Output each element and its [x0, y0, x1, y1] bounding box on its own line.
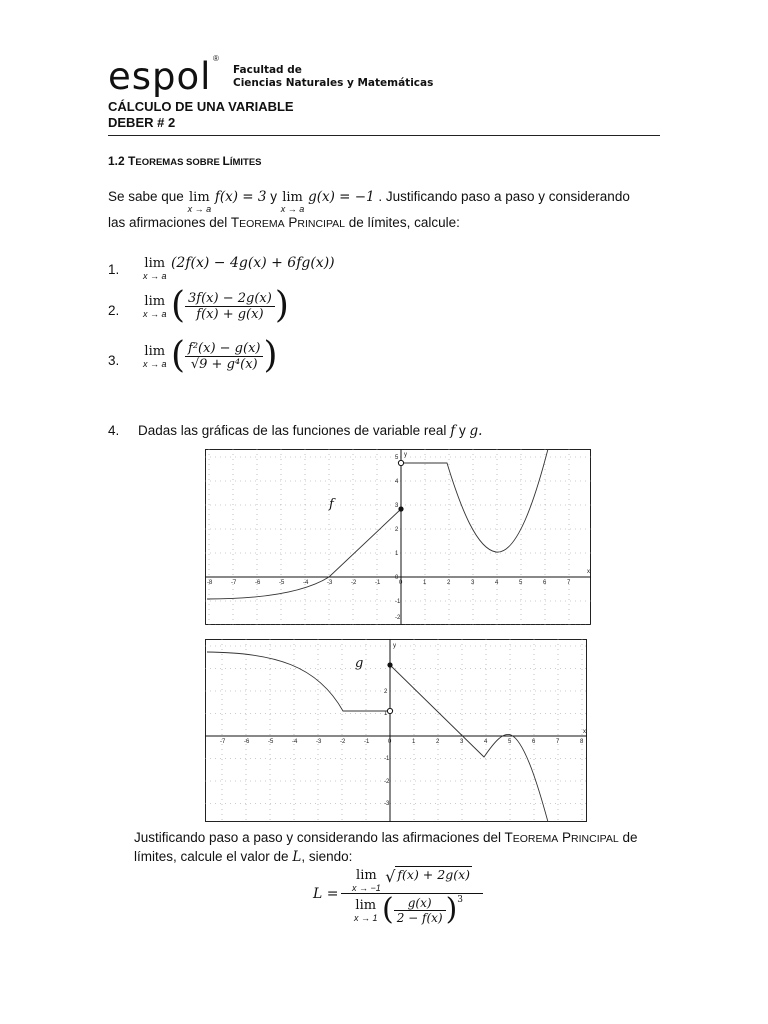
header-rule — [108, 135, 660, 136]
problem-4-g: g. — [469, 423, 483, 439]
gg-y-tick: -3 — [384, 801, 390, 807]
graph-f-open-point — [398, 460, 403, 465]
gf-x-tick: -5 — [279, 580, 285, 586]
problem-4-f: f — [450, 423, 456, 439]
graph-g-open-point — [387, 708, 392, 713]
graph-f — [205, 449, 591, 625]
graph-f-x-axis-label: x — [587, 569, 590, 575]
gf-y-tick: 3 — [395, 503, 399, 509]
exercise-2 — [143, 285, 289, 326]
espol-logo: espol — [108, 55, 212, 98]
section-title-t: T — [128, 154, 136, 168]
course-header — [108, 99, 294, 131]
gf-y-tick: 2 — [395, 527, 399, 533]
formula-top-lim: lim x → −1 — [351, 868, 381, 893]
graph-g — [205, 639, 587, 822]
gg-x-tick: -2 — [340, 739, 346, 745]
gf-y-tick: 4 — [395, 479, 399, 485]
gf-x-tick: 4 — [495, 580, 499, 586]
final-teorema-rest: EOREMA — [512, 833, 559, 845]
exercise-2-rparen: ) — [274, 285, 289, 326]
formula-rparen: ) — [445, 892, 458, 927]
graph-f-y-axis-label: y — [404, 452, 407, 458]
graph-g-closed-point — [387, 662, 392, 667]
exercise-3 — [143, 335, 278, 376]
intro-part2: . Justificando paso a paso y considerando — [378, 189, 630, 204]
exercise-3-rparen: ) — [263, 335, 278, 376]
final-L: L — [292, 849, 302, 865]
teorema-rest: EOREMA — [239, 218, 285, 230]
formula-power: 3 — [457, 895, 464, 905]
gg-x-tick: 2 — [436, 739, 440, 745]
exercise-3-lparen: ( — [170, 335, 186, 376]
intro-part1: Se sabe que — [108, 189, 184, 204]
gf-x-tick: -3 — [327, 580, 333, 586]
exercise-3-lim: lim x → a — [143, 344, 167, 369]
sqrt-icon: √ — [385, 867, 396, 886]
gf-x-tick: 5 — [519, 580, 523, 586]
gg-y-tick: -2 — [384, 779, 390, 785]
problem-4-y: y — [458, 423, 466, 438]
gg-x-tick: -6 — [244, 739, 250, 745]
formula-denominator — [354, 892, 464, 927]
principal-rest: RINCIPAL — [297, 218, 346, 230]
gf-x-tick: -1 — [375, 580, 381, 586]
gf-x-tick: -8 — [207, 580, 213, 586]
gf-y-tick: -2 — [395, 615, 401, 621]
section-number: 1.2 — [108, 154, 125, 168]
exercise-1-expr: (2f(x) − 4g(x) + 6fg(x)) — [170, 255, 335, 271]
problem-4-text — [138, 423, 482, 439]
gg-x-tick: 0 — [388, 739, 392, 745]
registered-mark: ® — [213, 54, 219, 63]
formula-numerator — [341, 867, 483, 893]
faculty-name — [233, 64, 433, 90]
section-title-l: L — [222, 154, 230, 168]
limit-f: lim x → a — [187, 190, 212, 214]
course-title: CÁLCULO DE UNA VARIABLE — [108, 99, 294, 114]
exercise-2-number: 2. — [108, 303, 120, 318]
gg-y-tick: -1 — [384, 756, 390, 762]
fx-equals: f(x) = 3 — [214, 189, 267, 205]
gf-x-tick: -7 — [231, 580, 237, 586]
intro-line2-b: de límites, calcule: — [348, 215, 460, 230]
formula-top-expr: f(x) + 2g(x) — [397, 867, 471, 882]
graph-g-y-axis-label: y — [393, 643, 396, 649]
intro-line2-a: las afirmaciones del — [108, 215, 228, 230]
final-line-1 — [134, 830, 637, 845]
gg-x-tick: 1 — [412, 739, 416, 745]
final-line1-a: Justificando paso a paso y considerando las afirmaciones del — [134, 830, 501, 845]
exercise-2-fraction: $\frac{3f(x) - 2g(x)}{f(x) + g(x)}$ — [185, 291, 275, 322]
formula-bottom-lim: lim x → 1 — [354, 898, 378, 923]
principal-p: P — [288, 215, 298, 230]
exercise-1 — [143, 255, 335, 281]
exercise-3-number: 3. — [108, 353, 120, 368]
gf-x-tick: 7 — [567, 580, 571, 586]
gf-x-tick: 3 — [471, 580, 475, 586]
gf-x-tick: -2 — [351, 580, 357, 586]
gg-x-tick: -3 — [316, 739, 322, 745]
graph-f-label: f — [329, 497, 334, 512]
formula-lparen: ( — [381, 892, 394, 927]
gg-x-tick: 3 — [460, 739, 464, 745]
problem-4-sentence: Dadas las gráficas de las funciones de variable real — [138, 423, 447, 438]
gg-x-tick: 5 — [508, 739, 512, 745]
gg-x-tick: -4 — [292, 739, 298, 745]
gf-x-tick: -4 — [303, 580, 309, 586]
section-title — [108, 154, 262, 168]
gg-x-tick: -7 — [220, 739, 226, 745]
final-line2-a: límites, calcule el valor de — [134, 849, 289, 864]
formula-main-bar — [341, 893, 483, 894]
exercise-1-lim: lim x → a — [143, 256, 167, 281]
intro-y: y — [270, 189, 278, 204]
gf-y-tick: 5 — [395, 455, 399, 461]
teorema-t: T — [230, 215, 240, 230]
final-principal-p: P — [562, 830, 572, 845]
graph-f-closed-point — [398, 506, 403, 511]
gf-y-tick: 1 — [395, 551, 399, 557]
gg-x-tick: -5 — [268, 739, 274, 745]
gf-y-tick: -1 — [395, 599, 401, 605]
gg-x-tick: -1 — [364, 739, 370, 745]
graph-g-label: g — [355, 656, 364, 671]
intro-line-1 — [108, 190, 630, 214]
formula-inner-fraction: $\frac{g(x)}{2 - f(x)}$ — [394, 896, 446, 925]
final-principal-rest: RINCIPAL — [571, 833, 619, 845]
exercise-1-number: 1. — [108, 262, 120, 277]
faculty-line-2: Ciencias Naturales y Matemáticas — [233, 77, 434, 89]
problem-4-number: 4. — [108, 423, 120, 438]
final-line1-b: de — [622, 830, 638, 845]
final-line-2 — [134, 849, 352, 865]
final-teorema-t: T — [504, 830, 513, 845]
section-title-rest2: ÍMITES — [229, 157, 262, 168]
gg-x-tick: 7 — [556, 739, 560, 745]
gg-x-tick: 4 — [484, 739, 488, 745]
gx-equals: g(x) = −1 — [308, 189, 375, 205]
gf-x-tick: 0 — [399, 580, 403, 586]
gg-x-tick: 8 — [580, 739, 584, 745]
exercise-3-fraction: $\frac{\text{f²(x) − g(x)}}{\text{√9 + g⁴(x)}}$ — [185, 341, 263, 372]
gf-y-tick: 0 — [395, 575, 399, 581]
limit-g: lim x → a — [280, 190, 305, 214]
gf-x-tick: 6 — [543, 580, 547, 586]
gg-y-tick: 1 — [384, 711, 388, 717]
section-title-rest1: EOREMAS SOBRE — [135, 157, 223, 168]
assignment-title: DEBER # 2 — [108, 115, 176, 130]
exercise-2-lparen: ( — [170, 285, 186, 326]
final-line2-b: , siendo: — [301, 849, 353, 864]
exercise-2-lim: lim x → a — [143, 294, 167, 319]
gg-y-tick: 2 — [384, 689, 388, 695]
gf-x-tick: 1 — [423, 580, 427, 586]
formula-L-eq: L = — [313, 886, 339, 902]
gf-x-tick: 2 — [447, 580, 451, 586]
faculty-line-1: Facultad de — [233, 64, 302, 76]
graph-g-frame — [206, 640, 587, 822]
gf-x-tick: -6 — [255, 580, 261, 586]
graph-g-x-axis-label: x — [583, 729, 586, 735]
intro-line-2 — [108, 215, 460, 230]
gg-x-tick: 6 — [532, 739, 536, 745]
